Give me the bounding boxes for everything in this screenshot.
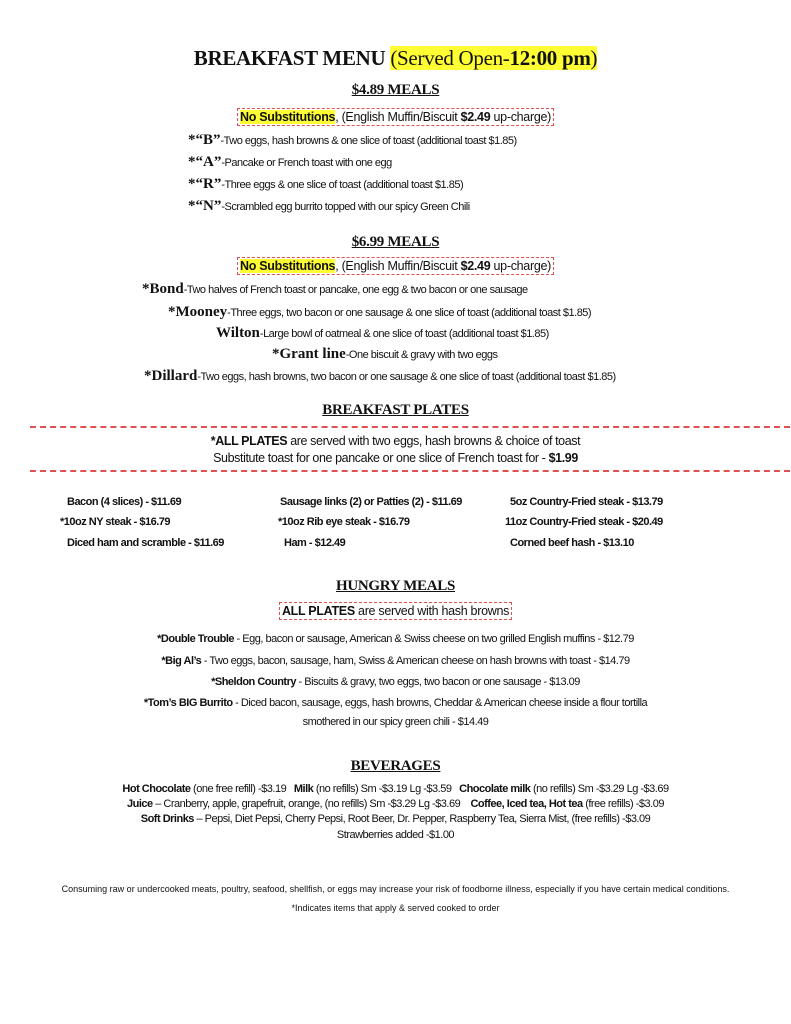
- cooked-to-order-note: *Indicates items that apply & served cooked to order: [291, 903, 500, 913]
- beverage-row: Soft Drinks – Pepsi, Diet Pepsi, Cherry Pepsi, Root Beer, Dr. Pepper, Raspberry Tea, Sierra Mist, (free refills) -$3.09: [140, 813, 651, 825]
- plate-item: Ham - $12.49: [284, 537, 346, 549]
- title-main: BREAKFAST MENU: [193, 46, 386, 70]
- plates-note-line1: *ALL PLATES are served with two eggs, hash browns & choice of toast: [210, 434, 581, 448]
- hungry-item: *Sheldon Country - Biscuits & gravy, two eggs, two bacon or one sausage - $13.09: [211, 676, 580, 688]
- menu-item: *“A”-Pancake or French toast with one egg: [188, 154, 392, 170]
- hungry-item: *Tom’s BIG Burrito - Diced bacon, sausage, eggs, hash browns, Cheddar & American cheese inside a flour tortilla: [143, 697, 648, 709]
- section-489-header: $4.89 MEALS: [351, 82, 440, 98]
- served-hours: (Served Open-12:00 pm): [390, 46, 598, 70]
- plate-item: Corned beef hash - $13.10: [510, 537, 634, 549]
- section-hungry-header: HUNGRY MEALS: [335, 578, 456, 594]
- menu-item: *Dillard-Two eggs, hash browns, two bacon or one sausage & one slice of toast (additional toast $1.85): [144, 368, 616, 384]
- plate-item: *10oz NY steak - $16.79: [60, 516, 170, 528]
- beverage-row: Juice – Cranberry, apple, grapefruit, orange, (no refills) Sm -$3.29 Lg -$3.69 Coffee, Iced tea, Hot tea (free refills) -$3.09: [127, 798, 664, 810]
- menu-item: *“R”-Three eggs & one slice of toast (additional toast $1.85): [188, 176, 464, 192]
- menu-item: *Bond-Two halves of French toast or pancake, one egg & two bacon or one sausage: [142, 281, 528, 297]
- section-beverages-header: BEVERAGES: [350, 758, 441, 774]
- food-safety-warning: Consuming raw or undercooked meats, poultry, seafood, shellfish, or eggs may increase your risk of foodborne illness, especially if you have certain medical conditions.: [61, 884, 730, 894]
- plate-item: 11oz Country-Fried steak - $20.49: [505, 516, 663, 528]
- menu-item: Wilton-Large bowl of oatmeal & one slice of toast (additional toast $1.85): [216, 325, 549, 341]
- beverage-row: Hot Chocolate (one free refill) -$3.19 Milk (no refills) Sm -$3.19 Lg -$3.59 Chocolate milk (no refills) Sm -$3.29 Lg -$3.69: [122, 783, 669, 795]
- section-699-header: $6.99 MEALS: [351, 234, 440, 250]
- menu-item: *Mooney-Three eggs, two bacon or one sausage & one slice of toast (additional toast $1.85): [168, 304, 592, 320]
- hungry-item: *Big Al’s - Two eggs, bacon, sausage, ham, Swiss & American cheese on hash browns with toast - $14.79: [161, 655, 630, 667]
- plate-item: Sausage links (2) or Patties (2) - $11.69: [280, 496, 462, 508]
- beverage-row: Strawberries added -$1.00: [336, 829, 455, 841]
- hungry-item: *Double Trouble - Egg, bacon or sausage, American & Swiss cheese on two grilled English muffins - $12.79: [157, 633, 634, 645]
- no-substitutions-note-489: No Substitutions, (English Muffin/Biscuit $2.49 up-charge): [0, 110, 791, 124]
- plates-note-line2: Substitute toast for one pancake or one slice of French toast for - $1.99: [213, 451, 578, 465]
- menu-item: *Grant line-One biscuit & gravy with two eggs: [272, 346, 498, 362]
- hungry-note: ALL PLATES are served with hash browns: [0, 604, 791, 618]
- menu-item: *“B”-Two eggs, hash browns & one slice of toast (additional toast $1.85): [188, 132, 517, 148]
- hungry-item-continued: smothered in our spicy green chili - $14.49: [302, 716, 489, 728]
- menu-item: *“N”-Scrambled egg burrito topped with our spicy Green Chili: [188, 198, 470, 214]
- plate-item: *10oz Rib eye steak - $16.79: [278, 516, 410, 528]
- no-substitutions-note-699: No Substitutions, (English Muffin/Biscuit $2.49 up-charge): [0, 259, 791, 273]
- menu-title: [0, 46, 791, 71]
- plates-note-band: [30, 426, 790, 472]
- section-plates-header: BREAKFAST PLATES: [322, 402, 469, 418]
- plate-item: Diced ham and scramble - $11.69: [67, 537, 224, 549]
- plate-item: 5oz Country-Fried steak - $13.79: [510, 496, 663, 508]
- plate-item: Bacon (4 slices) - $11.69: [67, 496, 182, 508]
